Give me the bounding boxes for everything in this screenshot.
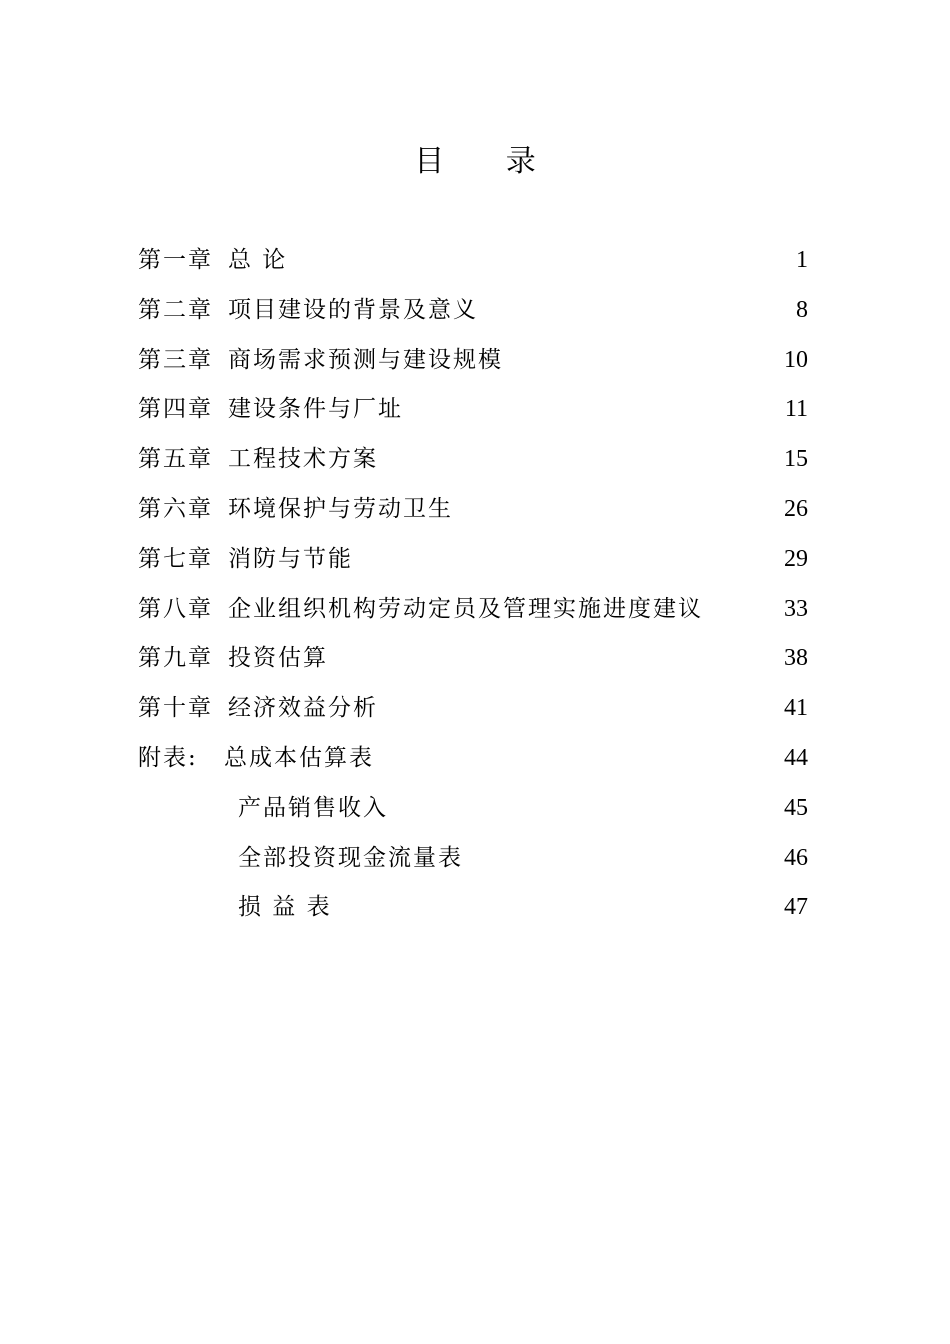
toc-entry-chapter-2[interactable] (138, 286, 808, 336)
toc-page-number: 1 (796, 247, 808, 273)
toc-chapter-number: 第五章 (138, 446, 213, 473)
toc-page-number: 26 (784, 495, 808, 522)
toc-page-number: 11 (784, 396, 808, 423)
toc-entry-chapter-10[interactable] (138, 684, 808, 734)
toc-entry-appendix-3[interactable] (138, 834, 808, 884)
toc-chapter-number: 第四章 (138, 396, 213, 423)
table-of-contents (138, 236, 808, 933)
toc-page-number: 33 (784, 595, 808, 622)
toc-entry-appendix-4[interactable] (138, 883, 808, 933)
toc-page-number: 29 (784, 545, 808, 572)
toc-chapter-number: 第三章 (138, 346, 213, 373)
toc-chapter-number: 第十章 (138, 695, 213, 722)
toc-entry-appendix-1[interactable] (138, 734, 808, 784)
toc-chapter-title: 企业组织机构劳动定员及管理实施进度建议 (228, 595, 703, 622)
toc-entry-chapter-6[interactable] (138, 485, 808, 535)
toc-page-number: 41 (784, 695, 808, 722)
toc-chapter-number: 第二章 (138, 296, 213, 323)
toc-chapter-title: 环境保护与劳动卫生 (228, 495, 453, 522)
toc-chapter-number: 第一章 (138, 247, 213, 273)
toc-page-number: 8 (796, 296, 808, 323)
toc-entry-chapter-3[interactable] (138, 336, 808, 386)
toc-entry-chapter-9[interactable] (138, 634, 808, 684)
toc-appendix-title: 全部投资现金流量表 (238, 844, 463, 871)
toc-appendix-title: 损 益 表 (238, 894, 332, 921)
toc-chapter-number: 第七章 (138, 545, 213, 572)
toc-entry-appendix-2[interactable] (138, 784, 808, 834)
toc-page-number: 46 (784, 844, 808, 871)
toc-entry-chapter-1[interactable] (138, 236, 808, 286)
toc-page-number: 44 (784, 744, 808, 771)
toc-page-number: 15 (784, 446, 808, 473)
toc-appendix-label: 附表: (138, 744, 198, 771)
toc-chapter-title: 消防与节能 (228, 545, 353, 572)
toc-page-number: 47 (784, 894, 808, 921)
toc-chapter-title: 工程技术方案 (228, 446, 378, 473)
toc-chapter-title: 项目建设的背景及意义 (228, 296, 478, 323)
toc-chapter-number: 第六章 (138, 495, 213, 522)
toc-chapter-title: 投资估算 (228, 645, 328, 672)
toc-chapter-title: 总 论 (228, 247, 288, 273)
toc-entry-chapter-5[interactable] (138, 435, 808, 485)
toc-chapter-number: 第八章 (138, 595, 213, 622)
page-title: 目 录 (414, 144, 562, 179)
toc-chapter-title: 经济效益分析 (228, 695, 378, 722)
toc-page-number: 45 (784, 794, 808, 821)
toc-entry-chapter-7[interactable] (138, 535, 808, 585)
toc-page-number: 38 (784, 645, 808, 672)
toc-appendix-title: 总成本估算表 (224, 744, 374, 771)
toc-entry-chapter-8[interactable] (138, 585, 808, 635)
toc-chapter-title: 建设条件与厂址 (228, 396, 403, 423)
toc-appendix-title: 产品销售收入 (238, 794, 388, 821)
toc-chapter-number: 第九章 (138, 645, 213, 672)
toc-chapter-title: 商场需求预测与建设规模 (228, 346, 503, 373)
toc-page-number: 10 (784, 346, 808, 373)
toc-entry-chapter-4[interactable] (138, 385, 808, 435)
